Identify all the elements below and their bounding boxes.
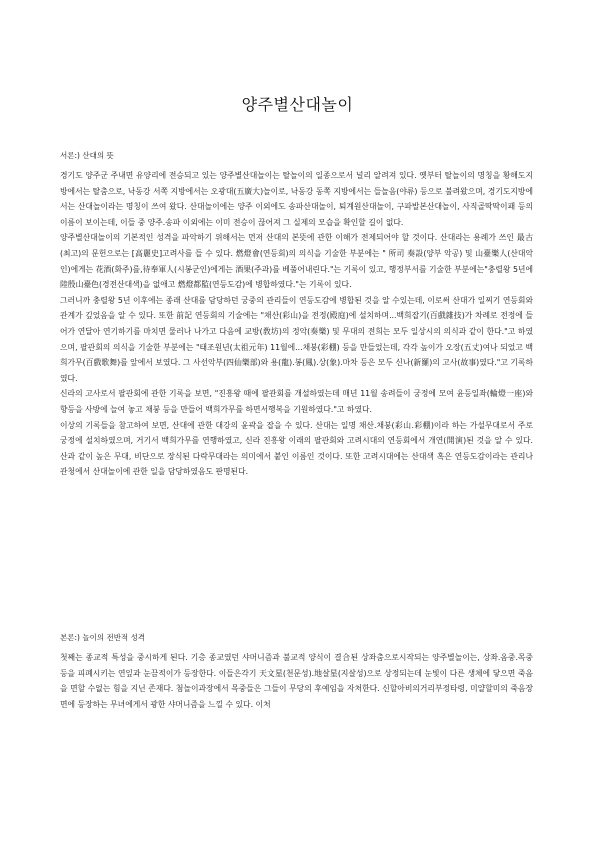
- paragraph: 첫째는 종교적 특성을 중시하게 된다. 기층 종교였던 샤머니즘과 불교적 양식이 결合된 상좌춤으로시작되는 양주별놀이는, 상좌.옴중.목중 등을 피폐시키는 연잎과 눈끔적이가 등장한다. 이들은각기 天文星(천문성).地살星(지살성)으로 상정되는데 눈빛이 다른 생체에 닿으면 죽음을 면할 수없는 힘을 지닌 존재다. 첨놀이과장에서 목중들은 그들이 무당의 후예임을 자처한다. 신할아비의거리부정타령, 미얄할미의 죽음장면에 등장하는 무녀에게서 광한 샤머니즘을 느낄 수 있다. 이처: [60, 653, 533, 709]
- paragraph: 신라의 고사로서 팔관회에 관한 기록을 보면, "진흥왕 때에 팔관회를 개설하였는데 매년 11월 송려들이 궁정에 모여 윤등일좌(輪燈一座)와 향등을 사방에 늘여 놓고 채붕 등을 만들어 백희가무를 하면서행복을 기원하였다."고 하였다.: [60, 389, 533, 414]
- section-body-heading: 본론:) 놀이의 전반적 성격: [60, 633, 146, 642]
- section-intro: [60, 150, 533, 480]
- paragraph: 경기도 양주군 주내면 유양리에 전승되고 있는 양주별산대놀이는 탈놀이의 일종으로서 널리 알려져 있다. 옛부터 탈놀이의 명칭을 황해도지방에서는 탈춤으로, 낙동강 서쪽 지방에서는 오광대(五廣大)놀이로, 낙동강 동쪽 지방에서는 들놀음(야류) 등으로 불려왔으며, 경기도지방에서는 산대놀이라는 명칭이 쓰여 왔다. 산대놀이에는 양주 이외에도 송파산대놀이, 퇴계원산대놀이, 구파발본산대놀이, 사직골딱딱이패 등의 이름이 보이는데, 이들 중 양주.송파 이외에는 이미 전승이 끊어져 그 실제의 모습을 확인할 길이 없다.: [60, 171, 533, 227]
- document-title: 양주별산대놀이: [241, 95, 354, 114]
- section-body: [60, 632, 533, 712]
- paragraph: 그러니까 충렬왕 5년 이후에는 종래 산대를 담당하던 궁중의 관리들이 연등도감에 병합된 것을 알 수있는데, 이로써 산대가 일찌기 연등회와 관계가 깊었음을 알 수 있다. 또한 前記 연등회의 기술에는 "채산(彩山)을 전정(殿庭)에 설치하며...백희잡기(百戲雜技)가 차례로 전정에 들어가 연달아 연기하기를 마치면 물러나 나가고 다음에 교방(敎坊)의 정악(奏樂) 및 무대의 전희는 모두 일상시의 의식과 같이 한다."고 하였으며, 팔관회의 의식을 기술한 부분에는 "태조원년(太祖元年) 11월에...채붕(彩棚) 등을 만들었는데, 각각 높이가 오장(五丈)여나 되었고 백희가무(百戲歌舞)를 앞에서 보였다. 그 사선악부(四仙樂部)와 용(龍).봉(鳳).상(象).마차 등은 모두 신나(新羅)의 고사(故事)였다."고 기록하였다.: [60, 295, 533, 383]
- paragraph: 양주별산대놀이의 기본적인 성격을 파악하기 위해서는 먼저 산대의 본뜻에 관한 이해가 전제되어야 할 것이다. 산대라는 용례가 쓰인 最古(최고)의 문헌으로는 [高麗史]고려사를 들 수 있다. 燃燈會(연등회)의 의식을 기술한 부분에는 " 所司 奏設(양부 악공) 및 山臺樂人(산대악인)에게는 花酒(화주)를,待奉軍人(시봉군인)에게는 酒果(주과)를 베풀어내린다."는 기록이 있고, 행정부서를 기술한 부분에는"충렬왕 5년에 陸殷山臺色(경전산대색)을 없애고 燃燈都監(연등도감)에 병합하였다."는 기록이 있다.: [60, 233, 533, 290]
- section-intro-heading: 서론:) 산대의 뜻: [60, 151, 114, 160]
- paragraph: 이상의 기록들을 참고하여 보면, 산대에 관한 대강의 윤곽을 잡을 수 있다. 산대는 일명 채산.채붕(彩山.彩棚)이라 하는 가설무대로서 주로 궁정에 설치하였으며, 거기서 백희가무를 연행하였고, 신라 진흥왕 이래의 팔관회와 고려시대의 연등회에서 개연(開演)된 것을 알 수 있다. 산과 같이 높은 무대, 비단으로 장식된 다락무대라는 의미에서 붙인 이름인 것이다. 또한 고려시대에는 산대색 혹은 연등도감이라는 관리나 관청에서 산대놀이에 관한 일을 담당하였음도 판명된다.: [60, 420, 533, 477]
